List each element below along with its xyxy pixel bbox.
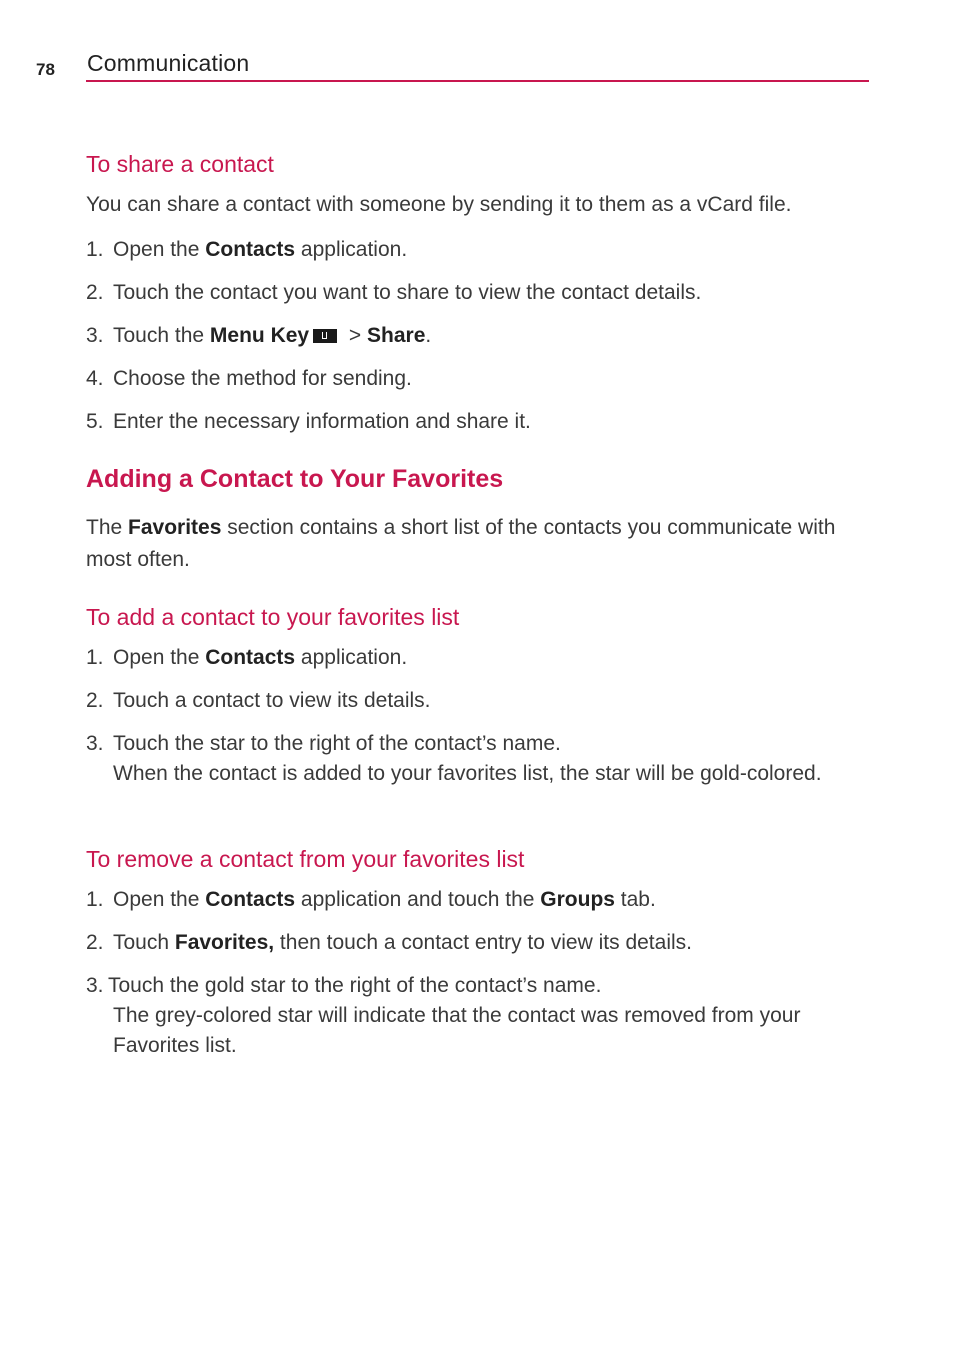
step-number: 1. [86,238,104,261]
remove-step-1: 1. Open the Contacts application and touch the Groups tab. [86,885,866,915]
add-step-3: 3. Touch the star to the right of the contact’s name. When the contact is added to your favorites list, the star will be gold-colored. [86,729,866,789]
running-head: Communication [87,50,250,76]
favorites-intro: The Favorites section contains a short list of the contacts you communicate with most often. [86,516,836,571]
share-intro: You can share a contact with someone by sending it to them as a vCard file. [86,193,792,216]
ui-term: Share [367,324,426,347]
share-heading: To share a contact [86,151,274,177]
step-note: When the contact is added to your favorites list, the star will be gold-colored. [113,762,822,785]
favorites-heading: Adding a Contact to Your Favorites [86,465,504,493]
step-number: 5. [86,410,104,433]
add-step-1: 1. Open the Contacts application. [86,643,866,673]
step-note: The grey-colored star will indicate that the contact was removed from your Favorites list. [113,1004,801,1057]
remove-step-2: 2. Touch Favorites, then touch a contact entry to view its details. [86,928,866,958]
ui-term: Contacts [205,238,296,261]
step-number: 2. [86,689,104,712]
ui-term: Groups [540,888,615,911]
share-step-3: 3. Touch the Menu Key > Share. [86,321,866,351]
remove-step-3: 3. Touch the gold star to the right of the contact’s name. The grey-colored star will indicate that the contact was removed from your Favorites list. [86,971,866,1061]
ui-term: Favorites, [174,931,275,954]
share-step-4: 4. Choose the method for sending. [86,364,866,394]
step-number: 3. [86,974,104,997]
step-number: 1. [86,646,104,669]
ui-term: Menu Key [209,324,310,347]
share-step-2: 2. Touch the contact you want to share to view the contact details. [86,278,866,308]
header-rule [86,80,869,82]
step-number: 4. [86,367,104,390]
share-step-5: 5. Enter the necessary information and share it. [86,407,866,437]
ui-term: Contacts [205,888,296,911]
step-number: 1. [86,888,104,911]
add-heading: To add a contact to your favorites list [86,604,460,630]
add-step-2: 2. Touch a contact to view its details. [86,686,866,716]
page-number: 78 [36,60,55,79]
step-number: 2. [86,281,104,304]
ui-term: Contacts [205,646,296,669]
menu-key-icon [313,329,337,343]
step-number: 2. [86,931,104,954]
ui-term: Favorites [128,516,222,539]
step-number: 3. [86,324,104,347]
share-step-1: 1. Open the Contacts application. [86,235,866,265]
remove-heading: To remove a contact from your favorites list [86,846,525,872]
step-number: 3. [86,732,104,755]
